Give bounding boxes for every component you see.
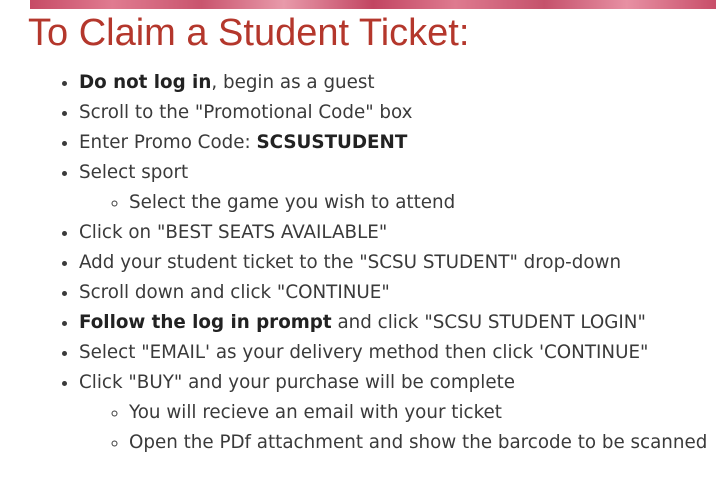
list-item: • Click on "BEST SEATS AVAILABLE" [79, 218, 716, 248]
header-banner-image [30, 0, 716, 9]
list-item: • Enter Promo Code: SCSUSTUDENT [79, 128, 716, 158]
list-item: • Select "EMAIL' as your delivery method then click 'CONTINUE" [79, 338, 716, 368]
list-item: • Do not log in, begin as a guest [79, 68, 716, 98]
sub-list [79, 398, 716, 458]
list-item: • Click "BUY" and your purchase will be complete ◦ You will recieve an email with your ticket ◦ Open the PDf attachment and show the barcode to be scanned [79, 368, 716, 458]
list-item: • Scroll down and click "CONTINUE" [79, 278, 716, 308]
page-title: To Claim a Student Ticket: [28, 12, 470, 54]
sub-list-item: ◦ Select the game you wish to attend [129, 188, 716, 218]
list-item: • Select sport ◦ Select the game you wish to attend [79, 158, 716, 218]
sub-list-item: ◦ Open the PDf attachment and show the barcode to be scanned [129, 428, 716, 458]
sub-list [79, 188, 716, 218]
list-item: • Add your student ticket to the "SCSU STUDENT" drop-down [79, 248, 716, 278]
list-item: • Scroll to the "Promotional Code" box [79, 98, 716, 128]
instructions-list [0, 68, 716, 458]
sub-list-item: ◦ You will recieve an email with your ticket [129, 398, 716, 428]
list-item: • Follow the log in prompt and click "SCSU STUDENT LOGIN" [79, 308, 716, 338]
